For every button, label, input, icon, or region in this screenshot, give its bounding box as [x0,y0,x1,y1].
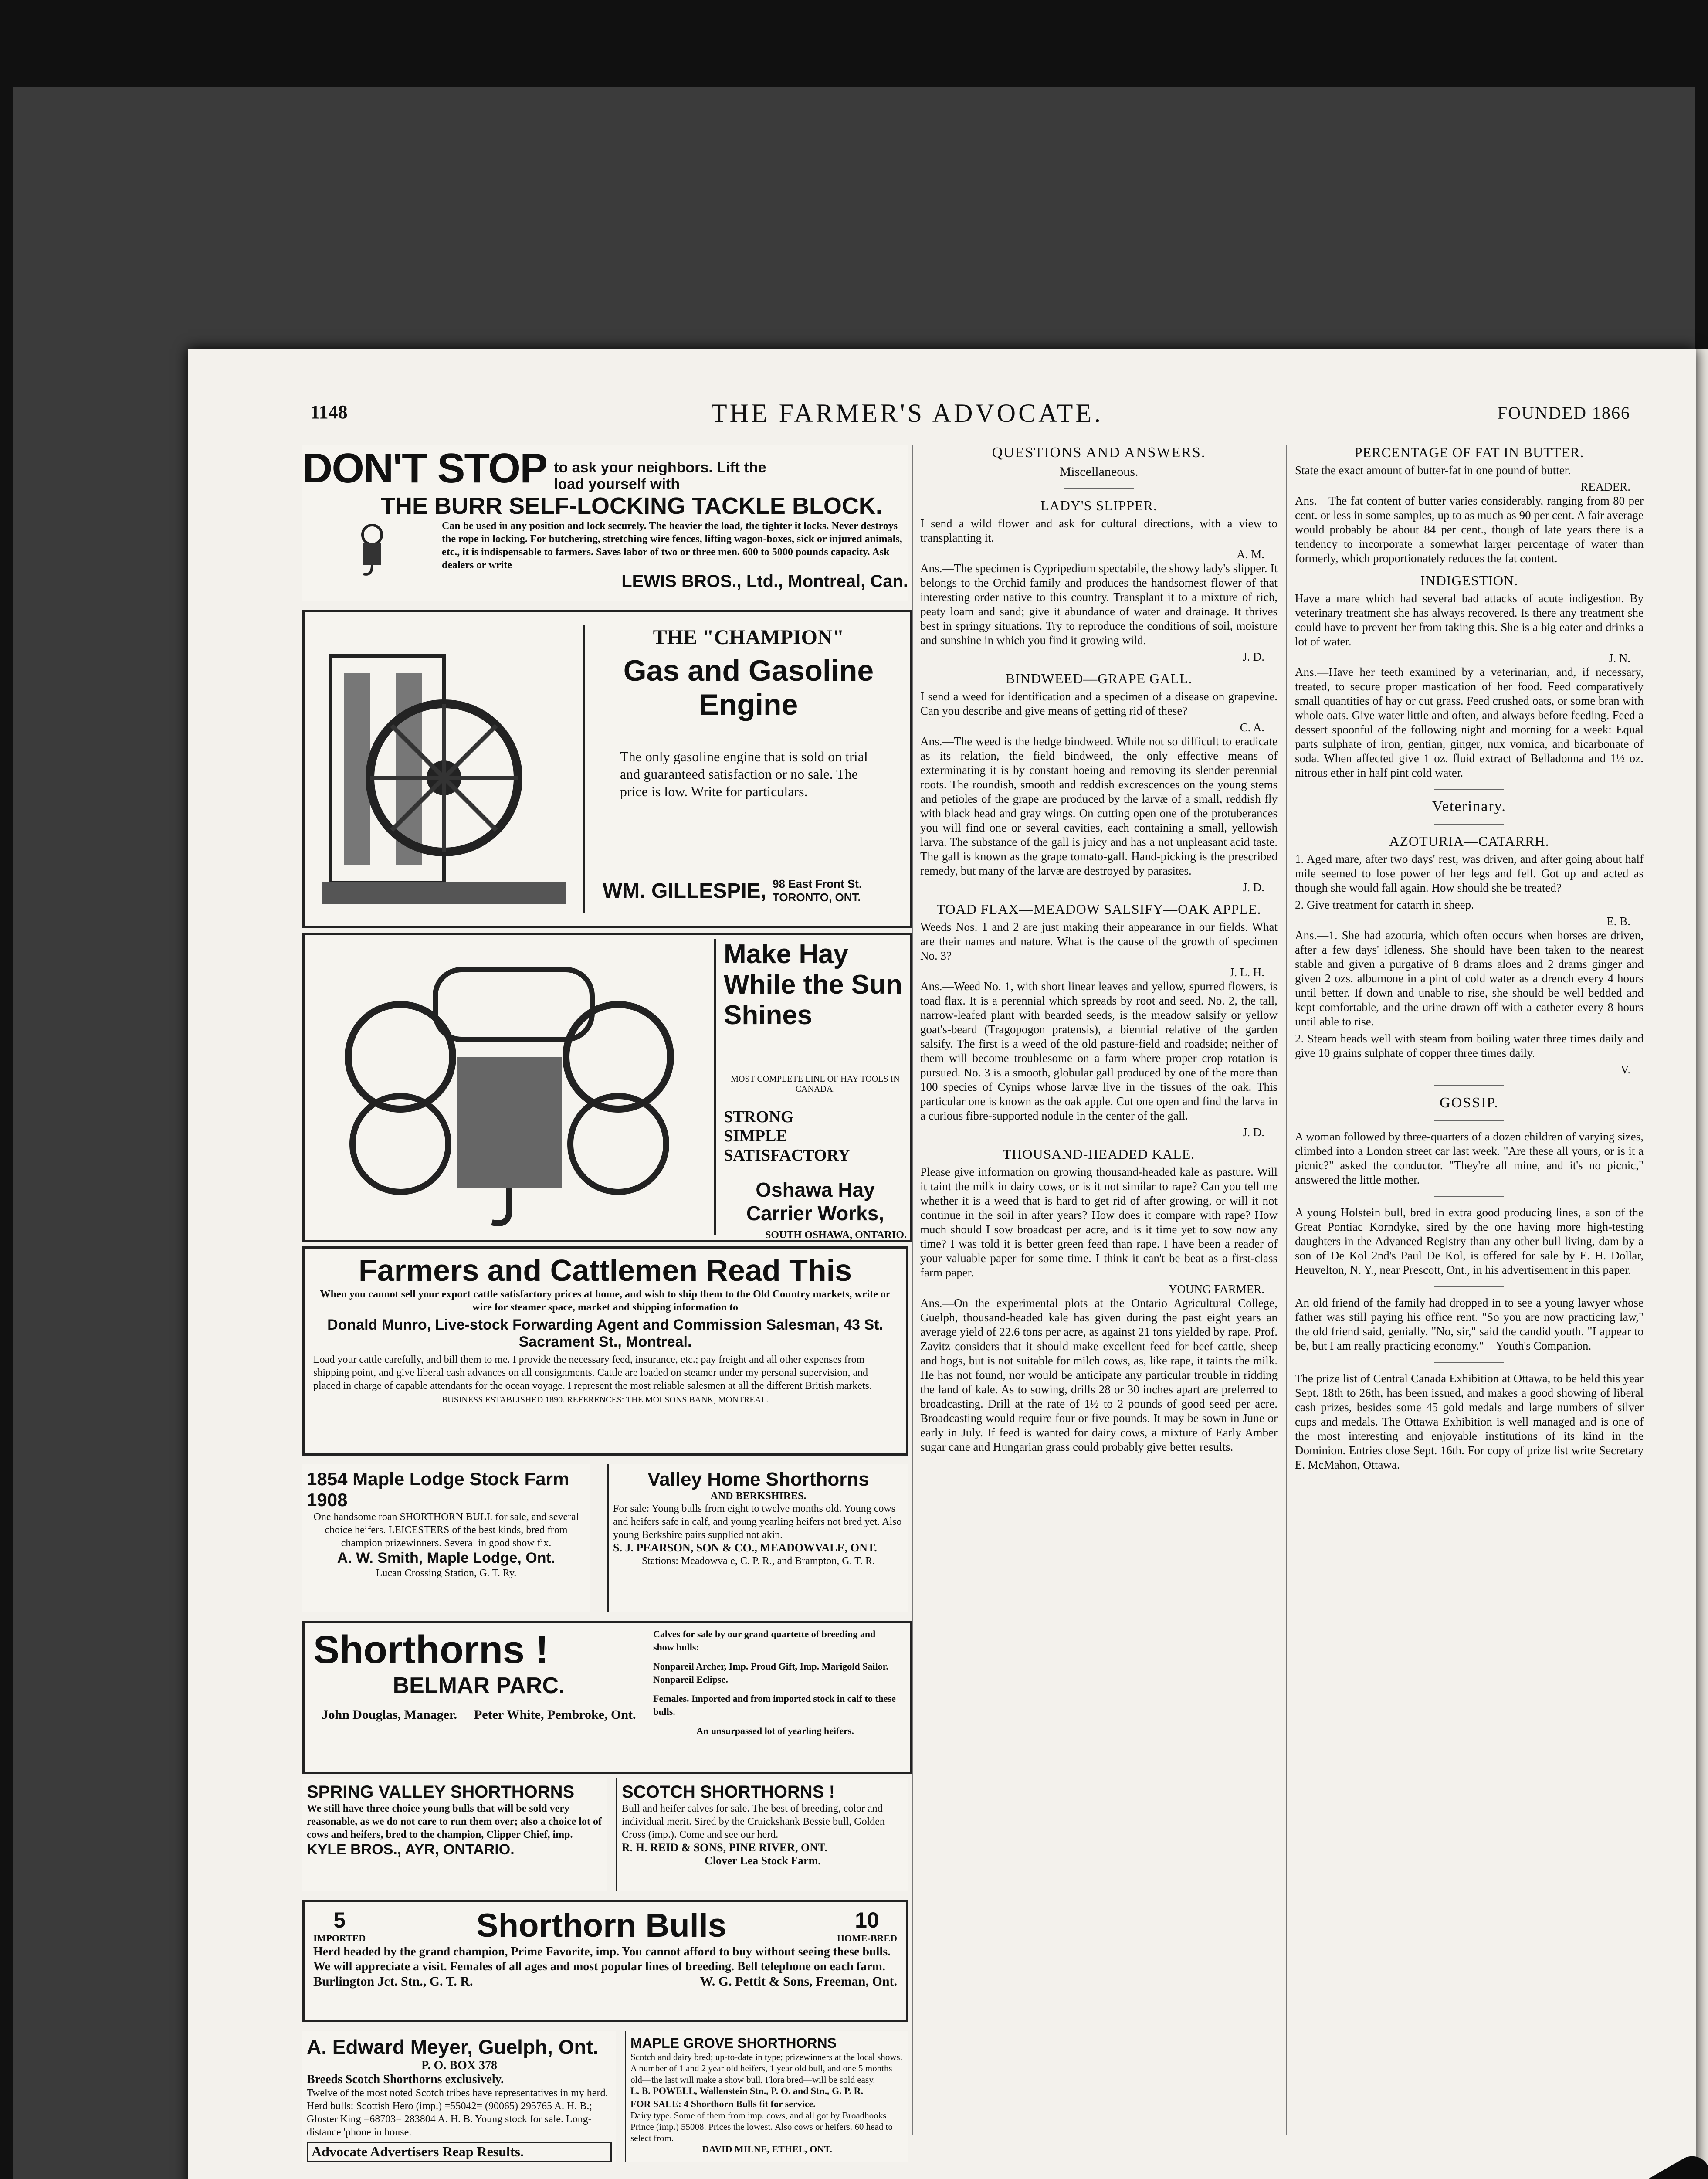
ad-owner: KYLE BROS., AYR, ONTARIO. [307,1841,515,1858]
ad-champion-engine [302,610,912,928]
ad-headline: Shorthorn Bulls [476,1907,727,1944]
answer-text: Ans.—The weed is the hedge bindweed. While not so difficult to eradicate as its relation, the field bindweed, the only effective means of exterminating it is by constant hoeing and removing its slender perennial roots. The roundish, smooth and reddish excrescences on the young stems and petioles of the grape are produced by the larvæ of a small, reddish fly with black head and gray wings. On cutting open one of the protuberances you will find one or several cavities, each containing a small, yellowish larva. The substance of the gall is juicy and has a not unpleasant acid taste. The gall is known as the grape tomato-gall. Hand-picking is the prescribed remedy, but many of the larvæ are destroyed by parasites. [920,735,1278,877]
hay-carrier-illustration [313,944,705,1231]
ad-body: For sale: Young bulls from eight to twelve months old. Young cows and heifers safe in calf, and young yearling heifers not bred yet. Also young Berkshire pairs supplied not akin. [613,1503,902,1541]
ad-headline: DON'T STOP [302,445,547,492]
section-heading: Veterinary. [1432,798,1506,815]
ad-owner: A. W. Smith, Maple Lodge, Ont. [337,1550,556,1566]
answer-text: 2. Steam heads well with steam from boiling water three times daily and give 10 grains sulphate of copper three times daily. [1295,1032,1644,1059]
ad-valley-home [607,1464,908,1612]
ad-owner: R. H. REID & SONS, PINE RIVER, ONT. [622,1841,827,1854]
question-text: State the exact amount of butter-fat in one pound of butter. [1295,464,1571,477]
ad-title: THE "CHAMPION" [653,626,844,649]
divider [1434,1362,1504,1363]
founded-line: FOUNDED 1866 [1497,403,1630,423]
signature: J. D. [1242,881,1264,894]
question-text: Weeds Nos. 1 and 2 are just making their appearance in our fields. What are their names and nature. What is the cause of the growth of specimen No. 3? [920,920,1278,962]
question-text: I send a weed for identification and a specimen of a disease on grapevine. Can you describe and give means of getting rid of these? [920,690,1278,717]
ad-manager: John Douglas, Manager. [322,1707,458,1722]
ad-right-2: Nonpareil Archer, Imp. Proud Gift, Imp. Marigold Sailor. Nonpareil Eclipse. [653,1661,888,1685]
ad-station: Lucan Crossing Station, G. T. Ry. [376,1568,517,1579]
advocate-line: Advocate Advertisers Reap Results. [307,2142,612,2162]
ad-owner: W. G. Pettit & Sons, Freeman, Ont. [700,1974,897,1989]
signature: READER. [1580,480,1630,493]
ad-address: 98 East Front St. TORONTO, ONT. [773,877,862,904]
signature: V. [1620,1063,1630,1076]
question-text: 2. Give treatment for catarrh in sheep. [1295,898,1474,911]
ad-station: Burlington Jct. Stn., G. T. R. [313,1974,473,1989]
article-title: BINDWEED—GRAPE GALL. [1005,671,1193,686]
divider [1434,1120,1504,1121]
answer-text: Ans.—1. She had azoturia, which often occurs when horses are driven, after a few days' idleness. She should have been taken to the nearest stable and given a purgative of 8 drams aloes and 2 drams ginger and given 2 ozs. albumone in a pint of cold water as a drench every 4 hours until better. If down and unable to rise, she should be well bedded and kept comfortable, and the urine drawn off with a catheter every 8 hours until able to rise. [1295,929,1644,1028]
ad-intro: When you cannot sell your export cattle satisfactory prices at home, and wish to ship them to the Old Country markets, write or wire for steamer space, market and shipping information to [320,1289,891,1313]
ad-right-label: HOME-BRED [837,1932,897,1944]
ad-owner: L. B. POWELL, Wallenstein Stn., P. O. and Stn., G. P. R. [630,2085,864,2096]
question-text: Please give information on growing thousand-headed kale as pasture. Will it taint the milk in dairy cows, or is it not similar to rape? Can you tell me whether it is a weed that is hard to get rid of after growing, or will it not continue in the soil in after years? How does it compare with rape? How much should I sow broadcast per acre, and is it time yet to sow now any time? I was told it is better green feed than rape. I have been a reader of your valuable paper for some time. I think it can't be beat as a first-class farm paper. [920,1165,1278,1279]
for-sale-headline: FOR SALE: 4 Shorthorn Bulls fit for service. [630,2098,816,2109]
article-title: TOAD FLAX—MEADOW SALSIFY—OAK APPLE. [936,901,1261,917]
article-title: PERCENTAGE OF FAT IN BUTTER. [1354,445,1584,460]
ad-left-label: IMPORTED [313,1932,366,1944]
ad-body: Scotch and dairy bred; up-to-date in type; prizewinners at the local shows. A number of 1 and 2 year old heifers, 1 year old bull, and one 5 months old—the last will make a show bull, Flora bred—will be sold easy. [630,2052,902,2085]
gasoline-engine-illustration [313,621,575,917]
ad-breeds: Breeds Scotch Shorthorns exclusively. [307,2073,504,2086]
ad-maple-lodge [302,1464,590,1612]
ad-footer: BUSINESS ESTABLISHED 1890. REFERENCES: THE MOLSONS BANK, MONTREAL. [441,1395,769,1405]
gossip-item: An old friend of the family had dropped in to see a young lawyer whose father was still paying his office rent. "So you are now practicing law," the old friend said, genially. "No, sir," said the candid youth. "I appear to be, but I am really practicing economy."—Youth's Companion. [1295,1296,1644,1352]
page-number: 1148 [310,401,348,423]
ad-sub: AND BERKSHIRES. [710,1490,807,1502]
ad-place: SOUTH OSHAWA, ONTARIO. [765,1229,907,1241]
ad-belmar-parc [302,1621,912,1774]
ad-product: Gas and Gasoline Engine [623,654,874,721]
ad-headline: Valley Home Shorthorns [647,1469,869,1490]
ad-headline: 1854 Maple Lodge Stock Farm 1908 [307,1469,569,1510]
ad-body: Load your cattle carefully, and bill them to me. I provide the necessary feed, insurance, etc.; pay freight and all other expenses from shipping point, and give liberal cash advances on all consignments. Cattle are loaded on steamer under my personal supervision, and placed in charge of capable attendants for the ocean voyage. I represent the most reliable salesmen at all the different British markets. [313,1354,872,1392]
signature: A. M. [1237,548,1264,561]
signature: J. D. [1242,650,1264,663]
section-subheading: Miscellaneous. [1059,465,1139,479]
article-title: THOUSAND-HEADED KALE. [1003,1146,1195,1162]
ad-hay-carrier [302,933,912,1242]
ad-right-4: An unsurpassed lot of yearling heifers. [696,1725,854,1736]
questions-answers-column [920,445,1278,1457]
ad-line: MOST COMPLETE LINE OF HAY TOOLS IN CANADA. [731,1074,900,1094]
signature: J. L. H. [1229,966,1264,979]
ad-tackle-block [302,445,908,601]
ad-strong: STRONG [724,1108,794,1126]
question-text: I send a wild flower and ask for cultural directions, with a view to transplanting it. [920,517,1278,544]
ad-headline: SCOTCH SHORTHORNS ! [622,1782,835,1802]
gossip-item: The prize list of Central Canada Exhibition at Ottawa, to be held this year Sept. 18th to 26th, has been issued, and makes a good showing of liberal cash prizes, besides some 45 gold medals and large numbers of silver cups and medals. The Ottawa Exhibition is well managed and is one of the most interesting and enjoyable institutions of its kind in the Dominion. Entries close Sept. 16th. For copy of prize list write Secretary E. McMahon, Ottawa. [1295,1372,1644,1471]
ad-box: P. O. BOX 378 [421,2059,497,2072]
ad-agent: Donald Munro, Live-stock Forwarding Agent and Commission Salesman, 43 St. Sacrament St., Montreal. [327,1317,883,1350]
ad-body: Herd headed by the grand champion, Prime Favorite, imp. You cannot afford to buy without seeing these bulls. We will appreciate a visit. Females of all ages and most popular lines of breeding. Bell telephone on each farm. [313,1945,891,1973]
ad-cattle-shipping [302,1246,908,1456]
answer-text: Ans.—Weed No. 1, with short linear leaves and yellow, spurred flowers, is toad flax. It is a perennial which spreads by root and seed. No. 2, the tall, narrow-leafed plant with bearded seeds, is the meadow salsify or yellow goat's-beard (Tragopogon pratensis), a biennial relative of the garden salsify. The first is a weed of the old pasture-field and roadside; neither of them will become troublesome on a farm where proper crop rotation is pursued. No. 3 is a smooth, globular gall produced by one of the more than 100 species of Cynips whose larvæ live in the tissues of the oak. This particular one is known as the oak apple. Cut one open and find the larva in a curious fibre-supported nodule in the center of the gall. [920,980,1278,1122]
answer-text: Ans.—On the experimental plots at the Ontario Agricultural College, Guelph, thousand-headed kale has given during the past eight years an average yield of 22.6 tons per acre, as against 21 tons yielded by rape. Prof. Zavitz considers that it should make excellent feed for beef cattle, sheep and hogs, but is not suitable for milch cows, as, like rape, it taints the milk. He has not found, nor would be anticipate any particular trouble in ridding the land of kale. As to sowing, drills 28 or 30 inches apart are preferred to broadcasting. Drill at the rate of 1½ to 2 pounds of good seed per acre. Broadcasting would require four or five pounds. It may be sown in June or early in July. If feed is wanted for dairy cows, a mixture of Early Amber sugar cane and Hungarian grass could probably give better results. [920,1297,1278,1453]
ad-right-1: Calves for sale by our grand quartette of breeding and show bulls: [653,1629,876,1653]
ad-sub: BELMAR PARC. [393,1673,565,1698]
divider [1434,824,1504,825]
ad-owner: Peter White, Pembroke, Ont. [474,1707,636,1722]
ad-scotch-shorthorns [616,1778,908,1891]
answer-text: Ans.—Have her teeth examined by a veterinarian, and, if necessary, treated, to secure proper mastication of her food. Feed comparatively small quantities of hay or cut grass. Feed crushed oats, or some bran with whole oats. Give water little and often, and always before feeding. Feed a dessert spoonful of the following night and morning for a week: Equal parts sulphate of iron, gentian, ginger, nux vomica, and bicarbonate of soda. When affected give 1 oz. fluid extract of Belladonna and 1½ oz. nitrous ether in half pint cold water. [1295,665,1644,779]
advertisements-column [302,445,908,2159]
ad-body: The only gasoline engine that is sold on trial and guaranteed satisfaction or no sale. The price is low. Write for particulars. [620,749,868,799]
divider [1434,789,1504,790]
ad-shorthorn-bulls [302,1900,908,2022]
ad-headline: MAPLE GROVE SHORTHORNS [630,2035,837,2051]
masthead-title: THE FARMER'S ADVOCATE. [711,399,1104,428]
ad-meyer [302,2031,616,2162]
divider [1434,1286,1504,1287]
ad-farm: Clover Lea Stock Farm. [705,1854,821,1867]
ad-right-3: Females. Imported and from imported stock in calf to these bulls. [653,1693,896,1717]
ad-headline: Shorthorns ! [313,1628,549,1672]
ad-body: One handsome roan SHORTHORN BULL for sale, and several choice heifers. LEICESTERS of the best kinds, bred from champion prizewinners. Several in good show fix. [313,1511,579,1549]
divider [1434,1085,1504,1086]
column-rule [1286,445,1287,2135]
article-title: LADY'S SLIPPER. [1040,498,1157,513]
ad-body: Twelve of the most noted Scotch tribes have representatives in my herd. Herd bulls: Scottish Hero (imp.) =55042= (90065) 295765 A. H. B.; Gloster King =68703= 283804 A. H. B. Young stock for sale. Long-distance 'phone in house. [307,2087,608,2138]
ad-station: Stations: Meadowvale, C. P. R., and Brampton, G. T. R. [641,1555,875,1567]
divider [1064,488,1134,489]
question-text: Have a mare which had several bad attacks of acute indigestion. By veterinary treatment she has always recovered. Is there any treatment she could have to prevent her from taking this. She is a big eater and drinks a lot of water. [1295,592,1644,648]
signature: YOUNG FARMER. [1168,1283,1264,1296]
ad-owner: S. J. PEARSON, SON & CO., MEADOWVALE, ONT. [613,1541,877,1554]
section-heading: QUESTIONS AND ANSWERS. [992,445,1206,461]
ad-maple-grove [625,2031,908,2162]
article-title: AZOTURIA—CATARRH. [1389,833,1549,849]
divider [1434,1196,1504,1197]
for-sale-body: Dairy type. Some of them from imp. cows, and all got by Broadhooks Prince (imp.) 55008. Prices the lowest. Also cows or heifers. 60 head to select from. [630,2110,893,2143]
column-rule [912,445,913,2135]
ad-body: We still have three choice young bulls that will be sold very reasonable, as we do not care to run them over; also a choice lot of cows and heifers, bred to the champion, Clipper Chief, imp. [307,1803,602,1840]
ad-body: Can be used in any position and lock securely. The heavier the load, the tighter it locks. Never destroys the rope in locking. For butchering, stretching wire fences, lifting wagon-boxes, sick or injured animals, etc., it is indispensable to farmers. Saves labor of two or three men. 600 to 5000 pounds capacity. Ask dealers or write [442,520,902,571]
ad-right-num: 10 [855,1907,879,1932]
veterinary-gossip-column [1295,445,1644,1475]
ad-maker: WM. GILLESPIE, [603,879,767,903]
signature: C. A. [1240,721,1264,734]
ad-maker: Oshawa Hay Carrier Works, [746,1178,884,1225]
answer-text: Ans.—The fat content of butter varies considerably, ranging from 80 per cent. or less in some samples, up to as much as 90 per cent. A fair average would probably be about 84 per cent., though of late years there is a tendency to incorporate a somewhat larger percentage of water than formerly, which proportionately reduces the fat content. [1295,494,1644,565]
signature: J. D. [1242,1126,1264,1139]
ad-product: THE BURR SELF-LOCKING TACKLE BLOCK. [381,493,882,519]
signature: J. N. [1608,652,1630,665]
section-heading: GOSSIP. [1440,1095,1499,1111]
ad-spring-valley [302,1778,607,1891]
page-header [188,401,1696,431]
ad-subheadline: to ask your neighbors. Lift the load yourself with [554,459,766,492]
newspaper-page [188,349,1696,2179]
article-title: INDIGESTION. [1420,573,1518,588]
ad-headline: SPRING VALLEY SHORTHORNS [307,1782,575,1802]
ad-maker: LEWIS BROS., Ltd., Montreal, Can. [621,572,908,591]
ad-left-num: 5 [333,1907,346,1932]
ad-headline: Make Hay While the Sun Shines [724,939,902,1030]
question-text: 1. Aged mare, after two days' rest, was driven, and after going about half mile seemed to lose power of her legs and fell. Got up and acted as though she would fall again. How should she be treated? [1295,852,1644,894]
gossip-item: A young Holstein bull, bred in extra good producing lines, a son of the Great Pontiac Korndyke, sired by the one having more high-testing daughters in the Advanced Registry than any other bull living, dam by a son of De Kol 2nd's Paul De Kol, is offered for sale by E. H. Dollar, Heuvelton, N. Y., near Prescott, Ont., in his advertisement in this paper. [1295,1206,1644,1276]
answer-text: Ans.—The specimen is Cypripedium spectabile, the showy lady's slipper. It belongs to the Orchid family and produces the handsomest flower of that interesting order native to this country. Transplant it to a mixture of rich, peaty loam and sand; give it abundance of water and drainage. It thrives best in springy situations. Try to reproduce the conditions of soil, moisture and sunshine in which you find it growing wild. [920,562,1278,647]
ad-satisfactory: SATISFACTORY [724,1146,851,1164]
signature: E. B. [1606,915,1630,928]
gossip-item: A woman followed by three-quarters of a dozen children of varying sizes, climbed into a London street car last week. "Are these all yours, or is it a picnic?" asked the conductor. "They're all mine, and it's no picnic," answered the little mother. [1295,1130,1644,1186]
ad-headline: Farmers and Cattlemen Read This [359,1253,852,1287]
ad-body: Bull and heifer calves for sale. The best of breeding, color and individual merit. Sired by the Cruickshank Bessie bull, Golden Cross (imp.). Come and see our herd. [622,1803,885,1840]
ad-simple: SIMPLE [724,1127,787,1145]
for-sale-owner: DAVID MILNE, ETHEL, ONT. [702,2144,832,2155]
tackle-block-icon [302,519,442,580]
ad-headline: A. Edward Meyer, Guelph, Ont. [307,2036,599,2058]
